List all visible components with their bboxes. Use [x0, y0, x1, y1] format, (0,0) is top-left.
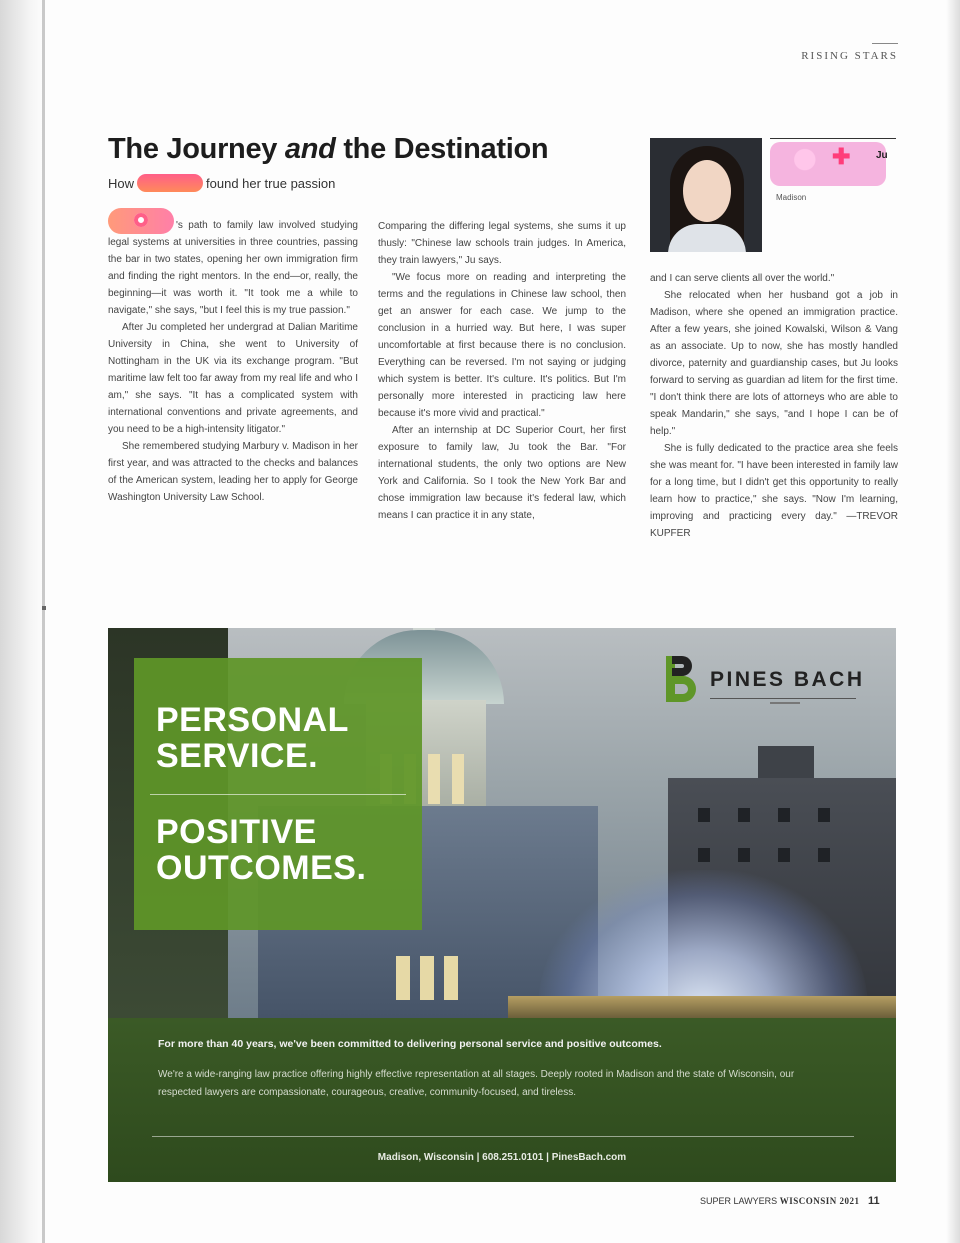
- advertisement: [108, 628, 896, 1182]
- ad-text-band: [108, 1018, 896, 1182]
- section-rule: [872, 43, 898, 44]
- paragraph: She remembered studying Marbury v. Madison in her first year, and was attracted to the checks and balances of the American system, leading her to apply for George Washington University Law School.: [108, 441, 358, 503]
- ad-headline-panel: [134, 658, 422, 930]
- article-title: The Journey and the Destination: [108, 133, 549, 165]
- ad-divider: [152, 1136, 854, 1137]
- issue-name: WISCONSIN 2021: [779, 1196, 860, 1206]
- paragraph: Comparing the differing legal systems, she sums it up thusly: "Chinese law schools train judges. In America, they train lawyers," Ju says.: [378, 221, 626, 266]
- ad-lead: For more than 40 years, we've been committed to delivering personal service and positive outcomes.: [158, 1038, 662, 1050]
- paragraph: After an internship at DC Superior Court, her first exposure to family law, Ju took the Bar. "For international students, the only two options are New York and California. So I took the New York Bar and chose immigration law because it's federal law, which means I can practice it in any state,: [378, 425, 626, 521]
- paragraph: She relocated when her husband got a job in Madison, where she opened an immigration practice. After a few years, she joined Kowalski, Wilson & Vang as an associate. Up to now, she has mostly handled divorce, paternity and guardianship cases, but Ju looks forward to serving as guardian ad litem for the first time. "I don't think there are lots of attorneys who are able to speak Mandarin," she says, "and I hope I can be of help.": [650, 290, 898, 437]
- article-column-2: [378, 218, 626, 524]
- article-column-3: [650, 270, 898, 542]
- pines-bach-logo: [664, 654, 864, 710]
- scan-mark: [42, 606, 46, 610]
- publication-name: SUPER LAWYERS: [700, 1196, 778, 1206]
- profile-rule: [770, 138, 896, 139]
- panel-divider: [150, 794, 406, 795]
- paragraph: After Ju completed her undergrad at Dalian Maritime University in China, she went to University of Nottingham in the UK via its exchange program. "But maritime law felt too far away from my real life and who I am," she says. "It has a complicated system with international conventions and private agreements, and you need to be a high-intensity litigator.": [108, 322, 358, 435]
- subtitle-start: How: [108, 176, 135, 191]
- article-subtitle: [108, 174, 335, 192]
- paragraph: and I can serve clients all over the world.": [650, 273, 835, 284]
- profile-city: Madison: [776, 193, 807, 202]
- paragraph: 's path to family law involved studying legal systems at universities in three countries, passing the bar in two states, opening her own immigration firm and finding the right mentors. In the end—or, really, the beginning—it was worth it. "It took me a while to navigate," she says, "but I feel this is my true passion.": [108, 208, 358, 319]
- profile-photo: [650, 138, 762, 252]
- redaction-mark: [137, 174, 203, 192]
- page-number: 11: [867, 1195, 880, 1207]
- paragraph: "We focus more on reading and interpreting the terms and the regulations in Chinese law school, then get an answer for each case. We jump to the conclusion in a hurried way. But here, I was super uncomfortable at first because there is no conclusion. Everything can be reversed. I'm not saying or judging which system is better. It's culture. It's politics. But I'm personally more interested in practicing law here because it's more vivid and practical.": [378, 272, 626, 419]
- article-column-1: [108, 208, 358, 506]
- subtitle-end: found her true passion: [206, 176, 336, 191]
- ad-headline: PERSONAL SERVICE.: [156, 701, 349, 775]
- ad-headline: POSITIVE OUTCOMES.: [156, 813, 367, 887]
- binding-crease: [42, 0, 45, 1243]
- ad-body: We're a wide-ranging law practice offering highly effective representation at all stages. Deeply rooted in Madison and the state of Wisconsin, our respected lawyers are compassionate, courageous, creative, community-focused, and tireless.: [158, 1069, 795, 1098]
- section-label: RISING STARS: [801, 50, 898, 62]
- profile-name: Ju: [876, 150, 888, 161]
- page-footer: [700, 1195, 880, 1207]
- page-gutter-left: [0, 0, 44, 1243]
- logo-text: PINES BACH: [710, 668, 865, 691]
- paragraph: She is fully dedicated to the practice area she feels she was meant for. "I have been interested in family law for a long time, but I didn't get this opportunity to really learn how to practice," she says. "Now I'm learning, improving and practicing every day." —TREVOR KUPFER: [650, 443, 898, 539]
- logo-b-icon: [664, 654, 698, 704]
- redaction-mark: ✚: [770, 142, 886, 186]
- page-gutter-right: [946, 0, 960, 1243]
- redaction-mark: [108, 208, 174, 234]
- ad-contact: Madison, Wisconsin | 608.251.0101 | PinesBach.com: [377, 1152, 627, 1163]
